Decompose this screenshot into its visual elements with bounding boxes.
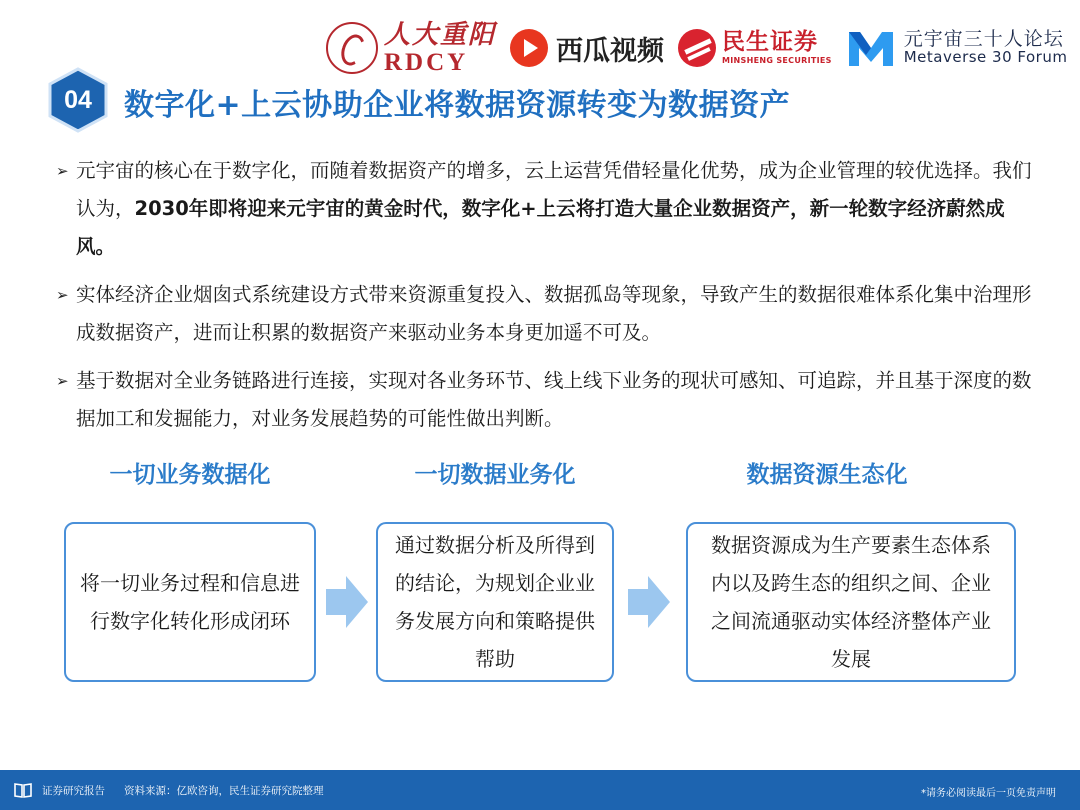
step-description: 将一切业务过程和信息进行数字化转化形成闭环 — [80, 571, 300, 633]
rdcy-name-cn: 人大重阳 — [384, 19, 497, 50]
bullet-bold-text: 2030年即将迎来元宇宙的黄金时代，数字化+上云将打造大量企业数据资产，新一轮数字经济蔚然成风。 — [76, 197, 1005, 258]
bullet-list — [56, 152, 1036, 448]
step-heading: 一切业务数据化 — [109, 462, 271, 488]
xigua-name: 西瓜视频 — [556, 35, 665, 67]
bullet-text: 实体经济企业烟囱式系统建设方式带来资源重复投入、数据孤岛等现象，导致产生的数据很难体系化集中治理形成数据资产，进而让积累的数据资产来驱动业务本身更加遥不可及。 — [76, 283, 1032, 344]
minsheng-emblem-icon — [678, 29, 716, 67]
forum-logo — [846, 28, 1068, 68]
section-number-badge — [44, 66, 112, 134]
minsheng-name-en: MINSHENG SECURITIES — [722, 56, 832, 65]
step-description: 通过数据分析及所得到的结论，为规划企业业务发展方向和策略提供帮助 — [395, 533, 595, 671]
page-title: 数字化+上云协助企业将数据资源转变为数据资产 — [124, 88, 791, 123]
minsheng-logo — [678, 29, 832, 67]
right-arrow-icon — [326, 576, 368, 628]
bullet-item — [56, 362, 1036, 438]
step-box — [64, 522, 316, 682]
header-logos — [326, 18, 1067, 78]
footer-brand: 证券研究报告 — [42, 785, 105, 797]
forum-name-en: Metaverse 30 Forum — [903, 48, 1068, 67]
footer-bar — [0, 770, 1080, 810]
bullet-item — [56, 276, 1036, 352]
xigua-logo — [510, 29, 664, 68]
arrow-bullet-icon: ➢ — [56, 162, 69, 180]
right-arrow-icon — [628, 576, 670, 628]
step-box — [376, 522, 614, 682]
step-heading: 数据资源生态化 — [746, 462, 908, 488]
bullet-text: 基于数据对全业务链路进行连接，实现对各业务环节、线上线下业务的现状可感知、可追踪，并且基于深度的数据加工和发掘能力，对业务发展趋势的可能性做出判断。 — [76, 369, 1032, 430]
minsheng-name-cn: 民生证券 — [722, 29, 819, 55]
rdcy-seal-icon — [326, 22, 378, 74]
step-heading: 一切数据业务化 — [414, 462, 576, 488]
rdcy-logo — [326, 19, 497, 76]
step-description: 数据资源成为生产要素生态体系内以及跨生态的组织之间、企业之间流通驱动实体经济整体产业发展 — [711, 533, 991, 671]
footer-disclaimer: *请务必阅读最后一页免责声明 — [921, 788, 1056, 799]
rdcy-name-en: RDCY — [384, 48, 469, 76]
book-icon — [14, 782, 32, 798]
forum-m-icon — [846, 28, 896, 68]
forum-name-cn: 元宇宙三十人论坛 — [903, 28, 1064, 51]
bullet-item — [56, 152, 1036, 266]
section-number: 04 — [64, 85, 92, 114]
footer-source: 资料来源：亿欧咨询，民生证券研究院整理 — [124, 785, 324, 797]
xigua-play-icon — [510, 29, 548, 67]
arrow-bullet-icon: ➢ — [56, 372, 69, 390]
step-box — [686, 522, 1016, 682]
bullet-text: 元宇宙的核心在于数字化，而随着数据资产的增多，云上运营凭借轻量化优势，成为企业管理的较优选择。我们认为， — [76, 159, 1032, 220]
arrow-bullet-icon: ➢ — [56, 286, 69, 304]
